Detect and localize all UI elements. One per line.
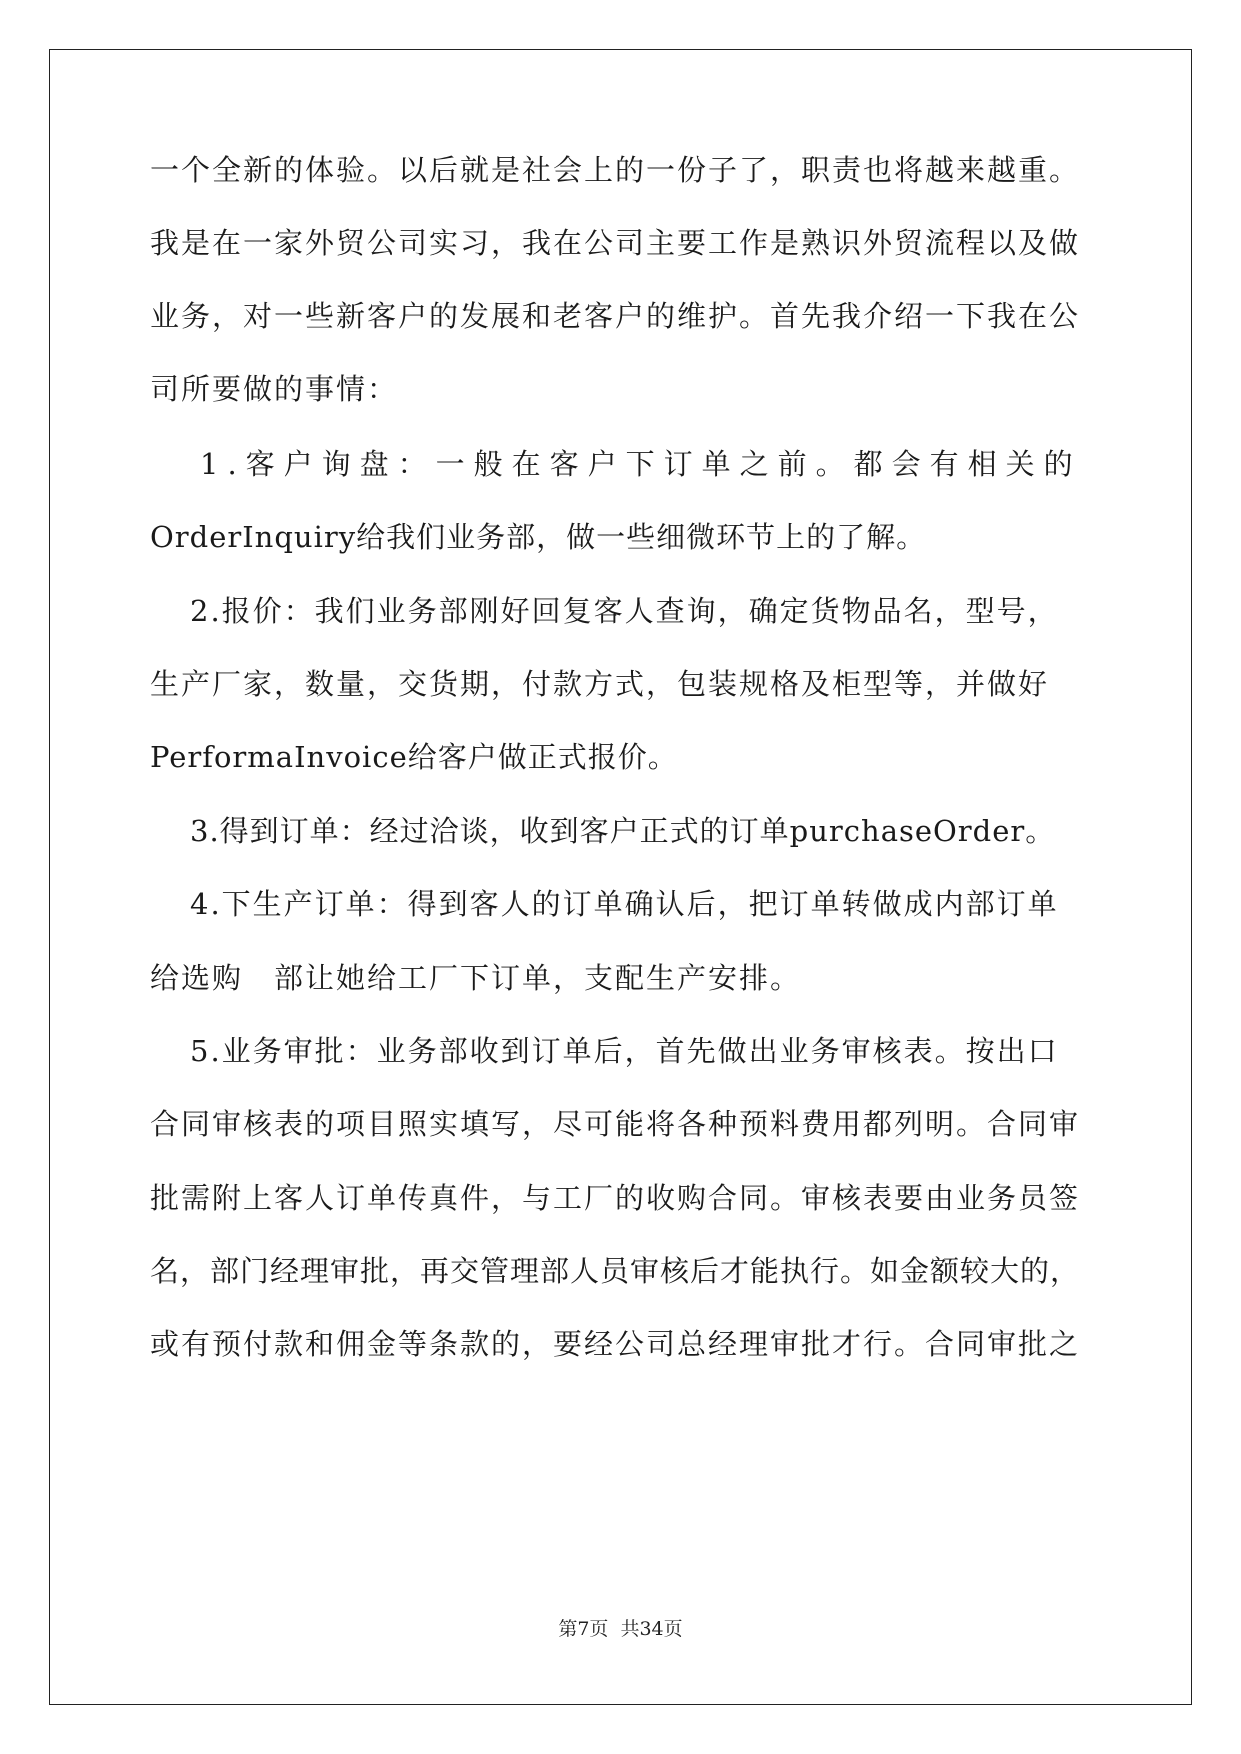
text-line: 或有预付款和佣金等条款的，要经公司总经理审批才行。合同审批之 bbox=[150, 1327, 1081, 1361]
text-line: 我是在一家外贸公司实习，我在公司主要工作是熟识外贸流程以及做 bbox=[150, 226, 1081, 260]
text-line: 合同审核表的项目照实填写，尽可能将各种预料费用都列明。合同审 bbox=[150, 1107, 1081, 1141]
text-line: 司所要做的事情： bbox=[150, 372, 399, 406]
page-footer bbox=[0, 1614, 1241, 1641]
text-line: 3.得到订单：经过洽谈，收到客户正式的订单purchaseOrder。 bbox=[190, 814, 1056, 848]
page-number: 第7页 bbox=[558, 1618, 609, 1640]
text-line: 给选购 部让她给工厂下订单，支配生产安排。 bbox=[150, 961, 802, 995]
text-line: 生产厂家，数量，交货期，付款方式，包装规格及柜型等，并做好 bbox=[150, 667, 1050, 701]
text-line: 2.报价：我们业务部刚好回复客人查询，确定货物品名，型号， bbox=[190, 594, 1059, 628]
text-line: 名，部门经理审批，再交管理部人员审核后才能执行。如金额较大的， bbox=[150, 1254, 1081, 1288]
text-line: 1.客户询盘：一般在客户下订单之前。都会有相关的 bbox=[200, 447, 1082, 481]
page-total: 共34页 bbox=[620, 1618, 683, 1640]
text-line: 4.下生产订单：得到客人的订单确认后，把订单转做成内部订单 bbox=[190, 887, 1059, 921]
text-line: OrderInquiry给我们业务部，做一些细微环节上的了解。 bbox=[150, 520, 927, 554]
text-line: 5.业务审批：业务部收到订单后，首先做出业务审核表。按出口 bbox=[190, 1034, 1059, 1068]
text-line: 业务，对一些新客户的发展和老客户的维护。首先我介绍一下我在公 bbox=[150, 299, 1081, 333]
text-line: 一个全新的体验。以后就是社会上的一份子了，职责也将越来越重。 bbox=[150, 153, 1081, 187]
text-line: PerformaInvoice给客户做正式报价。 bbox=[150, 740, 678, 774]
text-line: 批需附上客人订单传真件，与工厂的收购合同。审核表要由业务员签 bbox=[150, 1181, 1081, 1215]
